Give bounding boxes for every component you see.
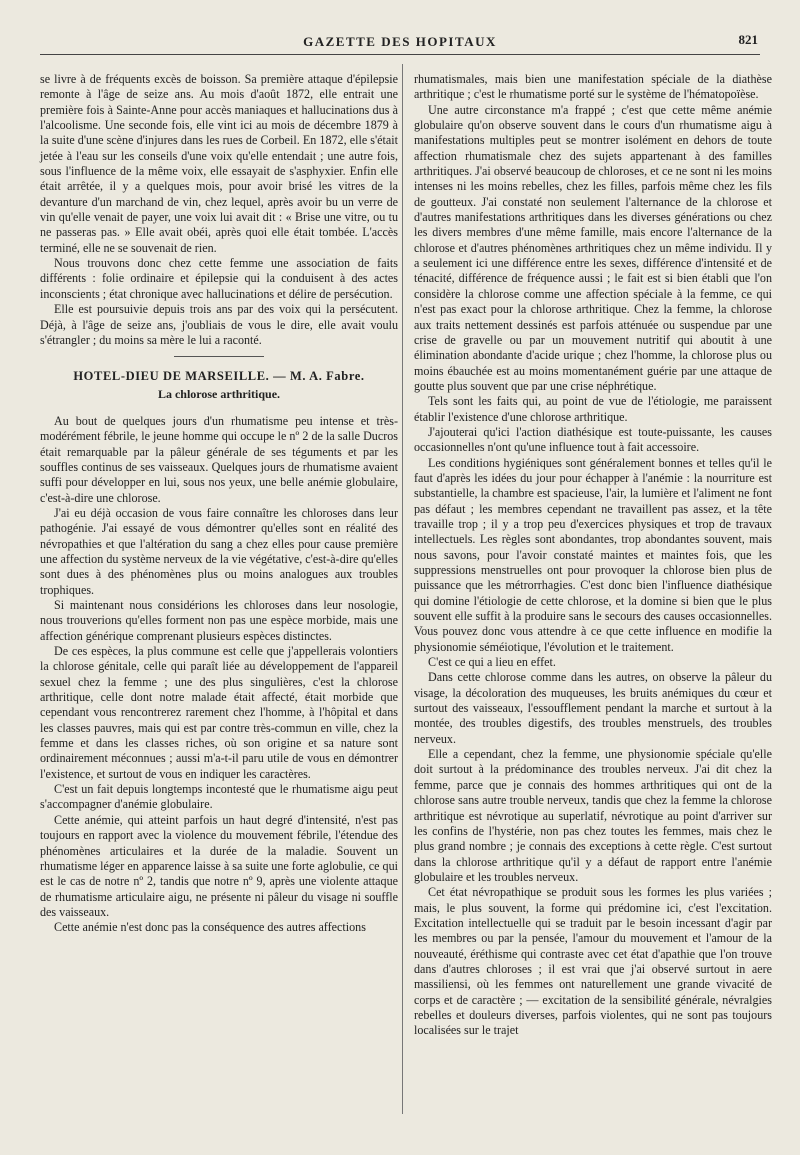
paragraph: Cet état névropathique se produit sous les formes les plus variées ; mais, le plus souvent, la forme qui prédomine ici, c'est l'excitation. Excitation intellectuelle qui se traduit par le besoin incessant d'agir par les membres ou par la pensée, l'amour du mouvement et l'amour de la nouveauté, éréthisme qui contraste avec cet état d'apathie que l'on trouve dans d'autres chloroses ; il est vrai que j'ai observé surtout in aere massiliensi, où les femmes ont naturellement une grande vivacité de corps et de caractère ; — excitation de la sensibilité générale, névralgies rebelles et douleurs diverses, parfois violentes, qui ne sont pas toujours localisées sur le trajet (414, 885, 772, 1038)
right-column (414, 72, 772, 1039)
column-divider (402, 64, 403, 1114)
page-number: 821 (738, 32, 758, 47)
paragraph: Une autre circonstance m'a frappé ; c'est que cette même anémie globulaire qu'on observe souvent dans le cours d'un rhumatisme aigu à manifestations multiples peut se montrer isolément en dehors de toute affection rhumatismale chez des sujets appartenant à des familles arthritiques. J'ai observé beaucoup de chloroses, et ce ne sont ni les moins intenses ni les moins rebelles, chez les filles, parfois même chez les fils de goutteux. J'ai constaté non seulement l'alternance de la chlorose et d'autres manifestations arthritiques dans les diverses générations ou chez les divers membres d'une même famille, mais encore l'alternance de la chlorose et d'autres phénomènes arthritiques chez un même individu. Il y a seulement ici une différence entre les sexes, différence d'intensité et de ténacité, différence de fréquence aussi ; le fait est si bien établi que l'on considère la chlorose comme une affection spéciale à la femme, ce qui n'est pas exact pour la chlorose arthritique. Chez la femme, la chlorose aux traits nettement dessinés est parfois atténuée ou suspendue par une crise de gravelle ou par un mouvement nutritif qui aboutit à une élimination abondante d'acide urique ; chez l'homme, la chlorose plus ou moins ébauchée est au moins momentanément guérie par une attaque de goutte plus souvent que par une crise néphrétique. (414, 102, 772, 393)
section-title: HOTEL-DIEU DE MARSEILLE. — M. A. Fabre. (73, 369, 365, 384)
section-subtitle: La chlorose arthritique. (157, 386, 281, 401)
paragraph: C'est un fait depuis longtemps incontesté que le rhumatisme aigu peut s'accompagner d'anémie globulaire. (40, 782, 398, 812)
paragraph: J'ai eu déjà occasion de vous faire connaître les chloroses dans leur pathogénie. J'ai essayé de vous démontrer qu'elles sont en réalité des névropathies et que l'altération du sang a chez elles pour cause première une affection du système nerveux de la vie végétative, c'est-à-dire qu'elles sont dues à des phénomènes plus ou moins analogues aux troubles trophiques. (40, 505, 398, 597)
paragraph: se livre à de fréquents excès de boisson. Sa première attaque d'épilepsie remonte à l'âge de seize ans. Au mois d'août 1872, elle entrait une première fois à Sainte-Anne pour accès maniaques et hallucinations dus à l'alcoolisme. Une seconde fois, elle vint ici au mois de décembre 1879 à la suite d'une scène d'injures dans les rues de Corbeil. En 1872, elle s'était jetée à l'eau sur les conseils d'une voix qu'elle entendait ; une autre fois, sous l'influence de la même voix, elle essayait de s'asphyxier. Enfin elle était arrêtée, il y a quelques mois, pour avoir brisé les vitres de la devanture d'un marchand de vin, chez lequel, après avoir bu un verre de vin qu'elle venait de payer, une voix lui avait dit : « Brise une vitre, ou tu ne passeras pas. » Elle avait obéi, après quoi elle était tombée. L'accès terminé, elle ne se souvenait de rien. (40, 72, 398, 255)
paragraph: J'ajouterai qu'ici l'action diathésique est toute-puissante, les causes occasionnelles n'ont qu'une influence tout à fait accessoire. (414, 424, 772, 455)
paragraph: rhumatismales, mais bien une manifestation spéciale de la diathèse arthritique ; c'est le rhumatisme porté sur le système de l'hématopoïèse. (414, 72, 772, 102)
paragraph: Les conditions hygiéniques sont généralement bonnes et telles qu'il le faut d'après les idées du jour pour échapper à l'anémie : la nourriture est substantielle, la chambre est spacieuse, l'air, la lumière et l'aliment ne font pas défaut ; les membres cependant ne travaillent pas assez, et la tête travaille trop ; il y a trop peu d'exercices physiques et trop de travaux intellectuels. Les règles sont abondantes, trop abondantes souvent, mais nous savons, pour l'avoir constaté maintes et maintes fois, que les suppressions menstruelles ont pour provoquer la chlorose bien plus de puissance que les métrorrhagies. C'est donc bien l'influence diathésique qui domine l'étiologie de cette chlorose, et la domine si bien que le plus souvent elle suffit à la produire sans le secours des causes occasionnelles. Vous pouvez donc vous attendre à ce que cette influence en modifie la physionomie séméiotique, l'évolution et le traitement. (414, 455, 772, 654)
left-column (40, 72, 398, 936)
paragraph: De ces espèces, la plus commune est celle que j'appellerais volontiers la chlorose génitale, celle qui paraît liée au développement de l'appareil sexuel chez la femme ; une des plus singulières, c'est la chlorose arthritique, celle dont notre malade était affecté, était morbide que cependant vous rencontrerez rarement chez l'homme, à l'hôpital et dans les classes pauvres, mais qui est par contre très-commun en ville, chez la femme et dans les classes riches, où son origine et sa nature sont ordinairement méconnues ; aussi m'a-t-il paru utile de vous en démontrer l'existence, et surtout de vous en indiquer les caractères. (40, 644, 398, 781)
paragraph: Elle est poursuivie depuis trois ans par des voix qui la persécutent. Déjà, à l'âge de seize ans, j'oubliais de vous le dire, elle avait voulu s'étrangler ; du moins sa mère le lui a raconté. (40, 302, 398, 347)
section-separator (174, 356, 264, 357)
paragraph: Tels sont les faits qui, au point de vue de l'étiologie, me paraissent établir l'existence d'une chlorose arthritique. (414, 394, 772, 424)
page-header (40, 28, 760, 55)
paragraph: Elle a cependant, chez la femme, une physionomie spéciale qu'elle doit surtout à la prédominance des troubles nerveux. J'ai dit chez la femme, parce que je connais des hommes arthritiques qui ont de la chlorose sans autre trouble nerveux, tandis que chez la femme la chlorose arthritique est névrotique au superlatif, névrotique au point d'arriver sur les confins de l'hystérie, non pas chez toutes les femmes, mais chez le plus grand nombre ; je connais des exceptions à cette règle. C'est surtout dans la chlorose arthritique qu'il y a défaut de rapport entre l'anémie globulaire et les troubles nerveux. (414, 747, 772, 884)
paragraph: Au bout de quelques jours d'un rhumatisme peu intense et très-modérément fébrile, le jeune homme qui occupe le nº 2 de la salle Ducros était remarquable par la pâleur générale de ses téguments et par les souffles continus de ses vaisseaux. Quelques jours de rhumatisme avaient suffi pour développer en lui, sous nos yeux, une belle anémie globulaire, c'est-à-dire une chlorose. (40, 413, 398, 505)
paragraph: Nous trouvons donc chez cette femme une association de faits différents : folie ordinaire et épilepsie qui la conduisent à des actes inconscients ; état chronique avec hallucinations et délire de persécution. (40, 256, 398, 301)
paragraph: C'est ce qui a lieu en effet. (428, 655, 556, 670)
journal-title: GAZETTE DES HOPITAUX (303, 34, 497, 49)
paragraph: Dans cette chlorose comme dans les autres, on observe la pâleur du visage, la décoloration des muqueuses, les bruits anémiques du cœur et surtout des vaisseaux, l'essoufflement pendant la marche et surtout à la montée, des troubles digestifs, des troubles menstruels, des troubles nerveux. (414, 670, 772, 746)
paragraph: Cette anémie, qui atteint parfois un haut degré d'intensité, n'est pas toujours en rapport avec la violence du mouvement fébrile, l'étendue des phénomènes articulaires et la durée de la maladie. Souvent un rhumatisme léger en apparence laisse à sa suite une forte aglobulie, ce qui est le cas de notre nº 2, tandis que notre nº 9, après une violente attaque de rhumatisme articulaire aigu, ne présente ni pâleur du visage ni souffle des vaisseaux. (40, 812, 398, 919)
paragraph: Si maintenant nous considérions les chloroses dans leur nosologie, nous trouverions qu'elles forment non pas une espèce morbide, mais une affection générique comprenant plusieurs espèces distinctes. (40, 598, 398, 643)
paragraph: Cette anémie n'est donc pas la conséquence des autres affections (54, 920, 366, 935)
